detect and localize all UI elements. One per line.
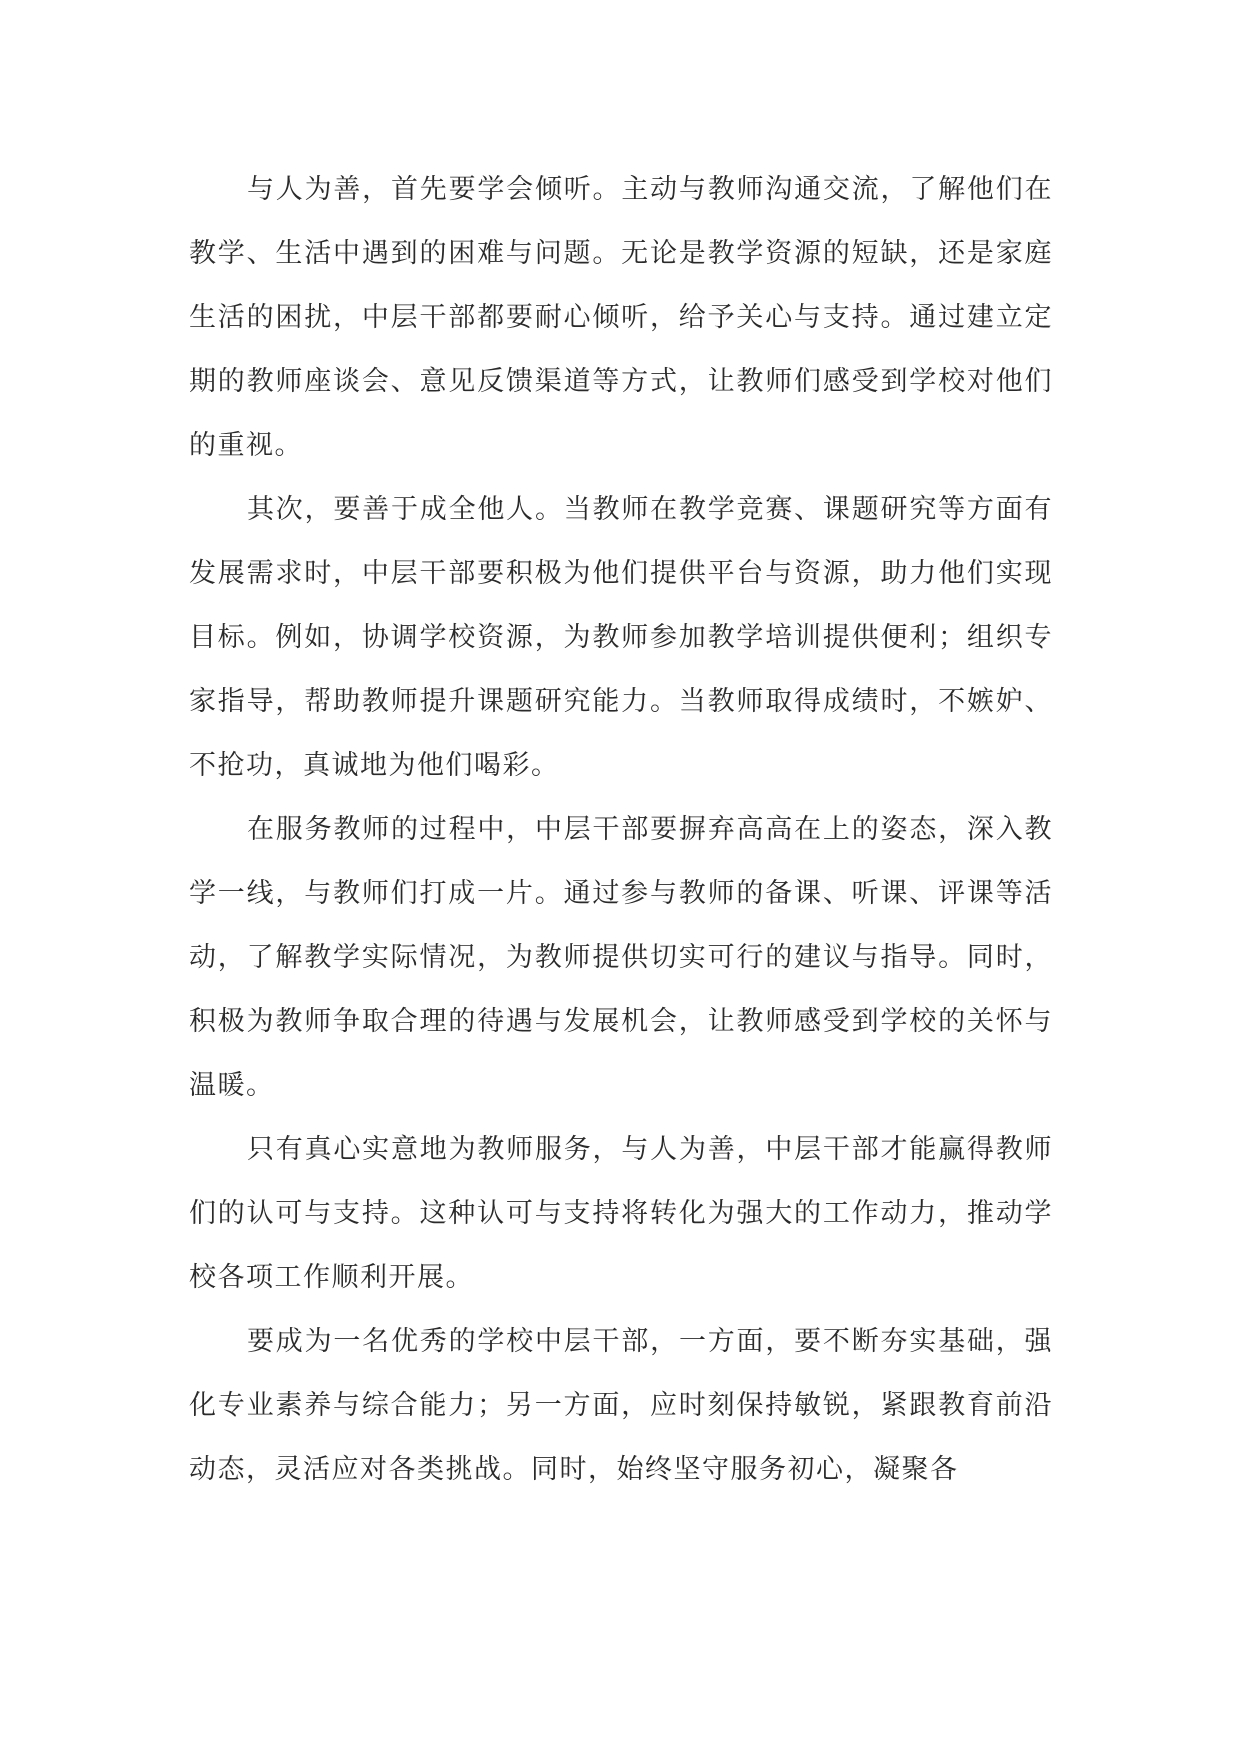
paragraph-serving-teachers: 在服务教师的过程中，中层干部要摒弃高高在上的姿态，深入教学一线，与教师们打成一片。通过参与教师的备课、听课、评课等活动，了解教学实际情况，为教师提供切实可行的建议与指导。同时，积极为教师争取合理的待遇与发展机会，让教师感受到学校的关怀与温暖。 (189, 814, 1053, 1101)
paragraph-excellent-cadre: 要成为一名优秀的学校中层干部，一方面，要不断夯实基础，强化专业素养与综合能力；另一方面，应时刻保持敏锐，紧跟教育前沿动态，灵活应对各类挑战。同时，始终坚守服务初心，凝聚各 (189, 1326, 1053, 1485)
document-body (189, 158, 1053, 1502)
paragraph-earning-support: 只有真心实意地为教师服务，与人为善，中层干部才能赢得教师们的认可与支持。这种认可与支持将转化为强大的工作动力，推动学校各项工作顺利开展。 (189, 1134, 1053, 1293)
paragraph-listening: 与人为善，首先要学会倾听。主动与教师沟通交流，了解他们在教学、生活中遇到的困难与问题。无论是教学资源的短缺，还是家庭生活的困扰，中层干部都要耐心倾听，给予关心与支持。通过建立定期的教师座谈会、意见反馈渠道等方式，让教师们感受到学校对他们的重视。 (189, 174, 1053, 461)
paragraph-helping-others: 其次，要善于成全他人。当教师在教学竞赛、课题研究等方面有发展需求时，中层干部要积极为他们提供平台与资源，助力他们实现目标。例如，协调学校资源，为教师参加教学培训提供便利；组织专家指导，帮助教师提升课题研究能力。当教师取得成绩时，不嫉妒、不抢功，真诚地为他们喝彩。 (189, 494, 1053, 781)
